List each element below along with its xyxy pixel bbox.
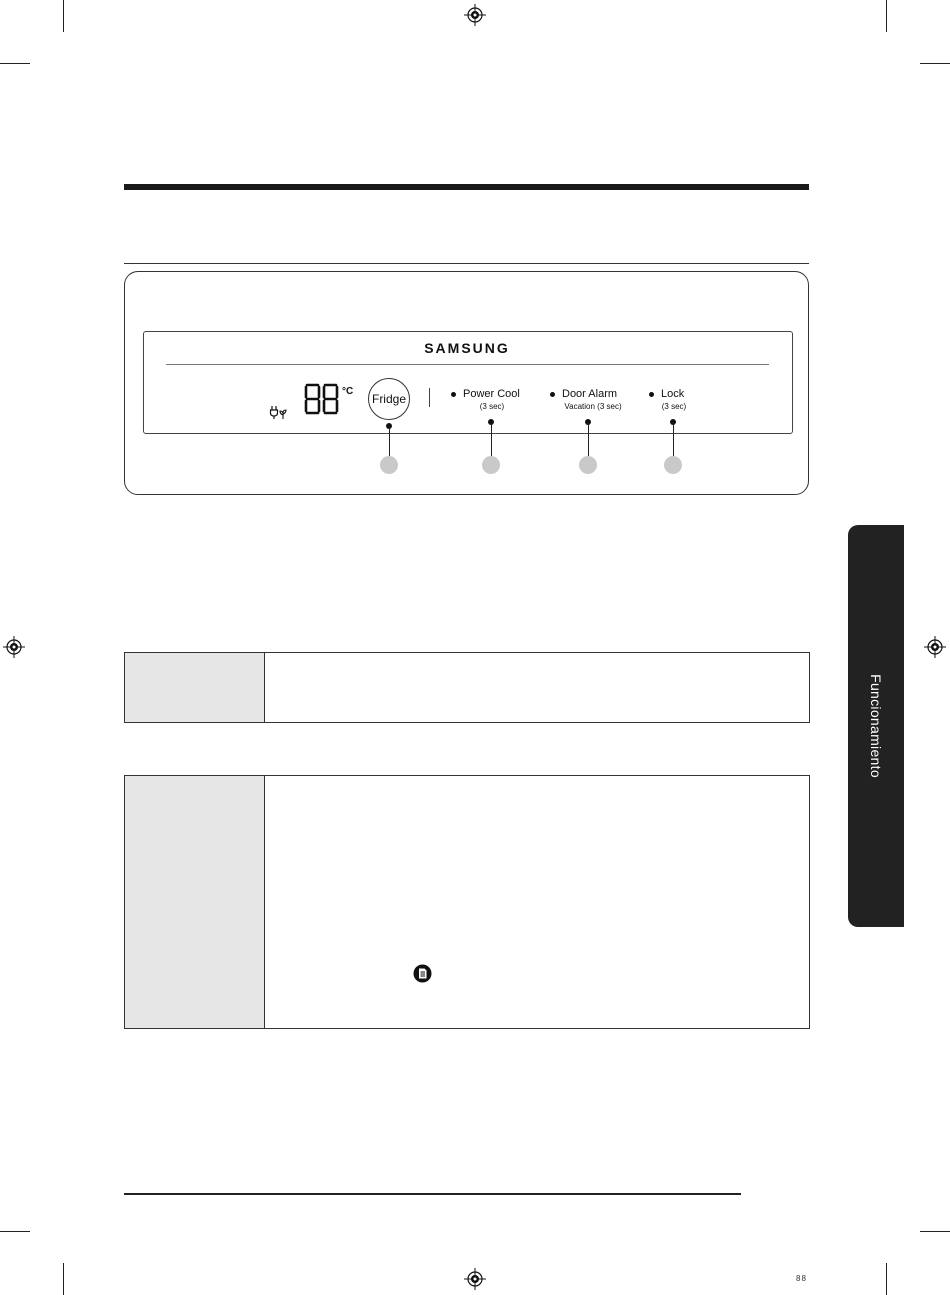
section-side-tab xyxy=(848,525,904,927)
registration-mark-left-icon xyxy=(3,636,25,658)
registration-mark-bottom-icon xyxy=(464,1268,486,1290)
page-number: 88 xyxy=(796,1274,807,1283)
door-alarm-button[interactable]: Door Alarm xyxy=(562,388,618,400)
crop-mark-bottom-left-h xyxy=(0,1231,30,1232)
leader-line-1 xyxy=(389,427,391,456)
panel-divider-line xyxy=(166,364,769,365)
leader-line-3 xyxy=(588,423,590,456)
fridge-button[interactable]: Fridge xyxy=(368,378,410,420)
section-rule xyxy=(124,263,809,264)
power-cool-indicator xyxy=(451,392,456,397)
power-cool-hint: (3 sec) xyxy=(479,402,505,411)
heading-rule xyxy=(124,184,809,190)
temperature-unit: °C xyxy=(342,386,354,397)
plug-icon xyxy=(269,404,289,420)
feature-table-1 xyxy=(124,652,810,723)
temperature-display xyxy=(304,383,340,415)
power-cool-button[interactable]: Power Cool xyxy=(463,388,520,400)
door-alarm-hint: Vacation (3 sec) xyxy=(564,402,622,411)
leader-line-4 xyxy=(673,423,675,456)
registration-mark-right-icon xyxy=(924,636,946,658)
crop-mark-top-right-h xyxy=(920,63,950,64)
table-1-header-cell xyxy=(125,653,265,722)
crop-mark-bottom-left-v xyxy=(63,1263,64,1295)
door-alarm-indicator xyxy=(550,392,555,397)
crop-mark-top-right-v xyxy=(886,0,887,32)
crop-mark-top-left-h xyxy=(0,63,30,64)
crop-mark-bottom-right-v xyxy=(886,1263,887,1295)
lock-hint: (3 sec) xyxy=(661,402,687,411)
crop-mark-top-left-v xyxy=(63,0,64,32)
callout-marker-1 xyxy=(380,456,398,474)
table-2-header-cell xyxy=(125,776,265,1028)
callout-marker-2 xyxy=(482,456,500,474)
table-1-body-cell xyxy=(265,653,809,722)
lock-button[interactable]: Lock xyxy=(661,388,685,400)
leader-line-2 xyxy=(491,423,493,456)
table-2-body-cell xyxy=(265,776,809,1028)
side-tab-label: Funcionamiento xyxy=(868,674,885,778)
footer-rule xyxy=(124,1193,741,1195)
panel-separator xyxy=(429,388,430,407)
brand-logo: SAMSUNG xyxy=(424,340,510,356)
note-icon xyxy=(413,964,432,983)
callout-marker-3 xyxy=(579,456,597,474)
feature-table-2 xyxy=(124,775,810,1029)
lock-indicator xyxy=(649,392,654,397)
registration-mark-top-icon xyxy=(464,4,486,26)
callout-marker-4 xyxy=(664,456,682,474)
crop-mark-bottom-right-h xyxy=(920,1231,950,1232)
